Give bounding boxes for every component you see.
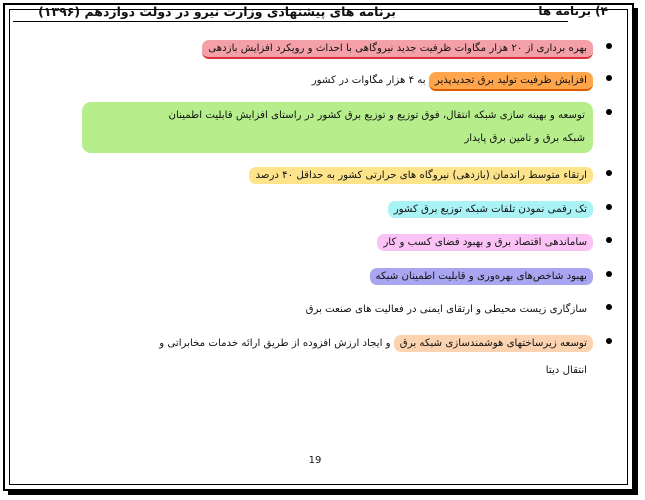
list-item-8 xyxy=(306,297,593,322)
bullet-icon xyxy=(606,109,612,115)
list-item-7 xyxy=(370,264,593,289)
bullet-icon xyxy=(606,204,612,210)
item-3-line-1: توسعه و بهینه سازی شبکه انتقال، فوق توزیع و توزیع برق کشور در راستای افزایش قابلیت اطمینان xyxy=(168,110,585,121)
item-7-text: بهبود شاخص‌های بهره‌وری و قابلیت اطمینان شبکه xyxy=(370,268,593,285)
list-item-4 xyxy=(249,163,593,188)
list-item-6 xyxy=(377,230,593,255)
item-6-text: ساماندهی اقتصاد برق و بهبود فضای کسب و کار xyxy=(377,234,593,251)
item-3-highlight-block xyxy=(82,102,593,153)
page-shadow-bottom xyxy=(8,491,638,495)
bullet-icon xyxy=(606,338,612,344)
item-8-text: سازگاری زیست محیطی و ارتقای ایمنی در فعالیت های صنعت برق xyxy=(305,304,587,315)
bullet-icon xyxy=(606,170,612,176)
page-title: برنامه های پیشنهادی وزارت نیرو در دولت دوازدهم (۱۳۹۶) xyxy=(38,4,396,19)
item-2-rest-text: به ۴ هزار مگاوات در کشور xyxy=(311,75,429,86)
section-label: ۴) برنامه ها xyxy=(538,4,608,18)
bullet-icon xyxy=(606,304,612,310)
item-4-text: ارتقاء متوسط راندمان (بازدهی) نیروگاه های حرارتی کشور به حداقل ۴۰ درصد xyxy=(249,167,593,184)
item-1-text: بهره برداری از ۲۰ هزار مگاوات ظرفیت جدید نیروگاهی با احداث و رویکرد افزایش بازدهی xyxy=(202,40,593,59)
item-2-highlighted-text: افزایش ظرفیت تولید برق تجدیدپذیر xyxy=(429,72,593,91)
item-9-line-2: انتقال دیتا xyxy=(545,365,587,376)
page-number: 19 xyxy=(308,455,322,466)
list-item-2 xyxy=(312,68,593,93)
list-item-5 xyxy=(388,197,593,222)
bullet-icon xyxy=(606,75,612,81)
bullet-icon xyxy=(606,271,612,277)
item-9-rest-text: و ایجاد ارزش افزوده از طریق ارائه خدمات مخابراتی و xyxy=(159,338,394,349)
item-5-text: تک رقمی نمودن تلفات شبکه توزیع برق کشور xyxy=(388,201,593,218)
bullet-icon xyxy=(606,237,612,243)
title-underline xyxy=(13,21,568,22)
list-item-1 xyxy=(202,36,593,61)
item-3-line-2: شبکه برق و تامین برق پایدار xyxy=(464,133,585,144)
list-item-9 xyxy=(20,331,593,383)
page-shadow-right xyxy=(634,8,638,494)
bullet-icon xyxy=(606,43,612,49)
item-9-highlighted-text: توسعه زیرساختهای هوشمندسازی شبکه برق xyxy=(394,335,593,352)
list-item-3 xyxy=(20,102,593,153)
